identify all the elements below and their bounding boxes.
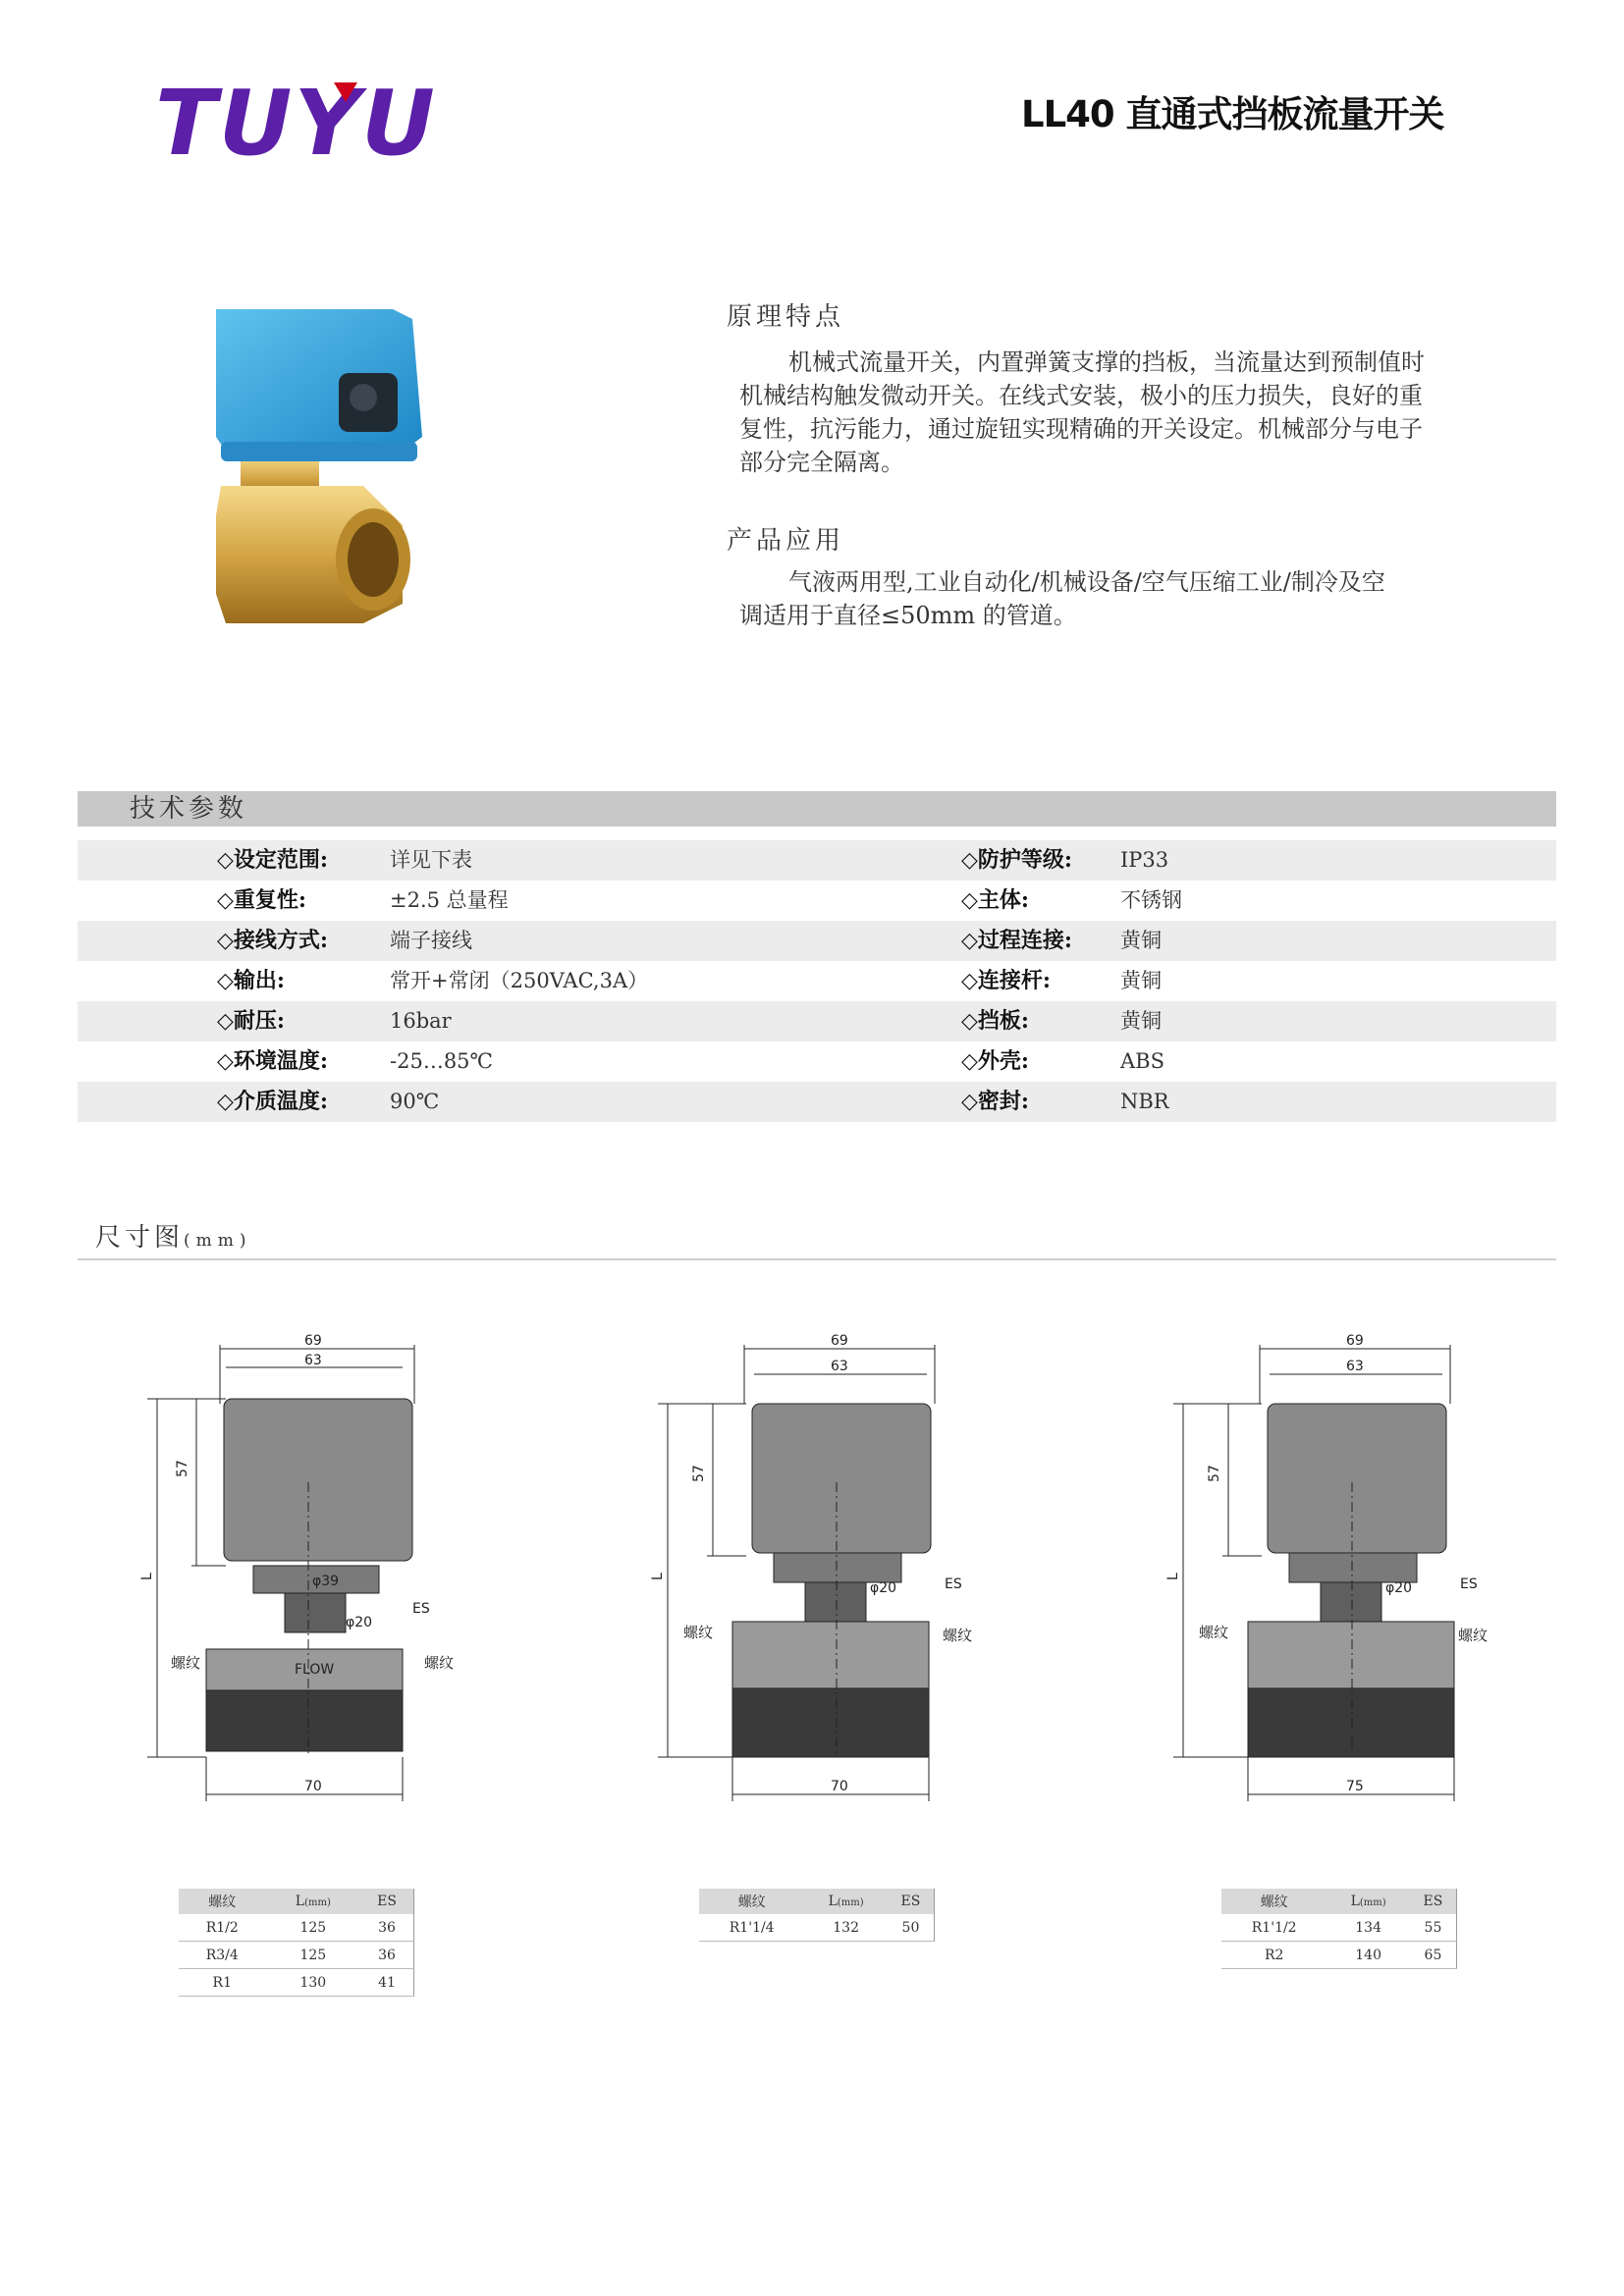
table-header: ES [888,1889,935,1914]
dim-label: 75 [1346,1779,1364,1794]
thread-cell: R2 [1221,1942,1326,1969]
spec-label: ◇外壳: [961,1048,1030,1074]
dim-label: φ20 [346,1615,373,1630]
spec-row [78,921,1556,961]
es-cell: 36 [360,1942,413,1969]
table-header: ES [1410,1889,1457,1914]
specs-band [78,791,1556,827]
dim-label: 63 [1346,1359,1364,1374]
dim-label: ES [945,1576,962,1592]
table-header-label: L [1350,1894,1360,1909]
spec-value: 黄铜 [1120,929,1162,952]
thread-label: 螺纹 [1199,1624,1229,1641]
spec-value: 详见下表 [390,848,472,872]
es-cell: 65 [1410,1942,1457,1969]
spec-label: ◇重复性: [217,887,307,913]
thread-cell: R1 [179,1969,266,1997]
dim-label: 57 [691,1465,707,1482]
application-heading: 产品应用 [727,526,845,556]
table-header-unit: (mm) [304,1897,331,1908]
length-cell: 134 [1326,1914,1410,1942]
thread-label: 螺纹 [1458,1627,1489,1644]
principle-heading: 原理特点 [727,302,845,332]
table-header-unit: (mm) [837,1897,864,1908]
spec-row [78,961,1556,1001]
thread-cell: R1'1/4 [699,1914,804,1942]
size-table-3 [1221,1889,1457,1969]
table-header: ES [360,1889,413,1914]
logo-accent-icon [334,82,357,102]
thread-label: 螺纹 [171,1654,201,1672]
length-cell: 125 [266,1942,361,1969]
spec-value: ±2.5 总量程 [390,888,509,912]
es-cell: 50 [888,1914,935,1942]
size-table-1 [179,1889,414,1997]
dim-label: 70 [304,1779,322,1794]
dim-label: 57 [1207,1465,1222,1482]
table-row [1221,1914,1457,1942]
table-row [179,1969,414,1997]
spec-value: 常开+常闭（250VAC,3A） [390,969,649,992]
table-header [1326,1889,1410,1914]
dimensions-unit: (mm) [184,1231,252,1251]
spec-value: 不锈钢 [1120,888,1182,912]
length-cell: 132 [804,1914,888,1942]
brand-logo: TUYU [155,71,437,176]
thread-label: 螺纹 [683,1624,714,1641]
dim-label: L [650,1573,666,1580]
table-row [179,1914,414,1942]
es-cell: 36 [360,1914,413,1942]
dimension-drawing-2 [648,1325,982,1806]
spec-row [78,1082,1556,1122]
specs-heading: 技术参数 [130,794,248,824]
application-line-2: 调适用于直径≤50mm 的管道。 [739,602,1077,629]
product-photo [128,280,501,643]
spec-value: 90℃ [390,1090,440,1113]
table-row [179,1942,414,1969]
spec-label: ◇设定范围: [217,847,329,873]
spec-row [78,881,1556,921]
dim-label: φ20 [1385,1580,1413,1596]
spec-label: ◇环境温度: [217,1048,329,1074]
length-cell: 140 [1326,1942,1410,1969]
flow-label: FLOW [295,1662,335,1678]
principle-line-1: 机械式流量开关，内置弹簧支撑的挡板，当流量达到预制值时 [788,348,1425,376]
length-cell: 125 [266,1914,361,1942]
dim-label: 69 [1346,1333,1364,1349]
spec-value: 16bar [390,1009,452,1033]
dim-label: 57 [175,1460,190,1477]
dim-label: ES [412,1601,430,1617]
spec-label: ◇输出: [217,968,286,993]
dim-label: 69 [304,1333,322,1349]
spec-value: 黄铜 [1120,1009,1162,1033]
dim-label: φ20 [870,1580,897,1596]
es-cell: 41 [360,1969,413,1997]
thread-cell: R1/2 [179,1914,266,1942]
table-header [804,1889,888,1914]
table-header: 螺纹 [179,1889,266,1914]
spec-row [78,1041,1556,1082]
size-table-2 [699,1889,935,1942]
dim-label: L [1165,1573,1181,1580]
spec-label: ◇接线方式: [217,928,329,953]
spec-value: IP33 [1120,848,1169,872]
thread-label: 螺纹 [424,1654,455,1672]
table-header: 螺纹 [699,1889,804,1914]
dimensions-title: 尺寸图 [95,1223,185,1253]
spec-row [78,1001,1556,1041]
dimension-drawing-3 [1164,1325,1497,1806]
table-row [699,1914,935,1942]
thread-label: 螺纹 [943,1627,973,1644]
spec-label: ◇密封: [961,1089,1030,1114]
dim-label: φ39 [312,1574,340,1589]
table-header-label: L [828,1894,838,1909]
table-header-label: L [295,1894,305,1909]
dimension-drawing-1 [137,1325,471,1806]
thread-cell: R3/4 [179,1942,266,1969]
spec-label: ◇过程连接: [961,928,1073,953]
spec-value: -25…85℃ [390,1049,494,1073]
dim-label: 70 [831,1779,848,1794]
spec-label: ◇主体: [961,887,1030,913]
principle-line-3: 复性，抗污能力，通过旋钮实现精确的开关设定。机械部分与电子 [739,415,1423,443]
divider [78,1258,1556,1260]
dim-label: 63 [831,1359,848,1374]
table-header: 螺纹 [1221,1889,1326,1914]
length-cell: 130 [266,1969,361,1997]
spec-value: NBR [1120,1090,1169,1113]
principle-line-2: 机械结构触发微动开关。在线式安装，极小的压力损失，良好的重 [739,382,1423,409]
es-cell: 55 [1410,1914,1457,1942]
spec-value: 端子接线 [390,929,472,952]
dim-label: ES [1460,1576,1478,1592]
spec-label: ◇耐压: [217,1008,286,1034]
dim-label: 63 [304,1353,322,1368]
table-header [266,1889,361,1914]
table-header-unit: (mm) [1359,1897,1386,1908]
spec-label: ◇防护等级: [961,847,1073,873]
dimensions-heading [95,1217,252,1254]
table-row [1221,1942,1457,1969]
spec-label: ◇连接杆: [961,968,1052,993]
spec-row [78,840,1556,881]
application-line-1: 气液两用型,工业自动化/机械设备/空气压缩工业/制冷及空 [788,568,1385,596]
thread-cell: R1'1/2 [1221,1914,1326,1942]
dim-label: 69 [831,1333,848,1349]
principle-line-4: 部分完全隔离。 [739,449,904,476]
spec-value: 黄铜 [1120,969,1162,992]
document-title: LL40 直通式挡板流量开关 [1021,93,1444,135]
spec-value: ABS [1120,1049,1164,1073]
spec-label: ◇挡板: [961,1008,1030,1034]
dim-label: L [139,1573,155,1580]
spec-label: ◇介质温度: [217,1089,329,1114]
